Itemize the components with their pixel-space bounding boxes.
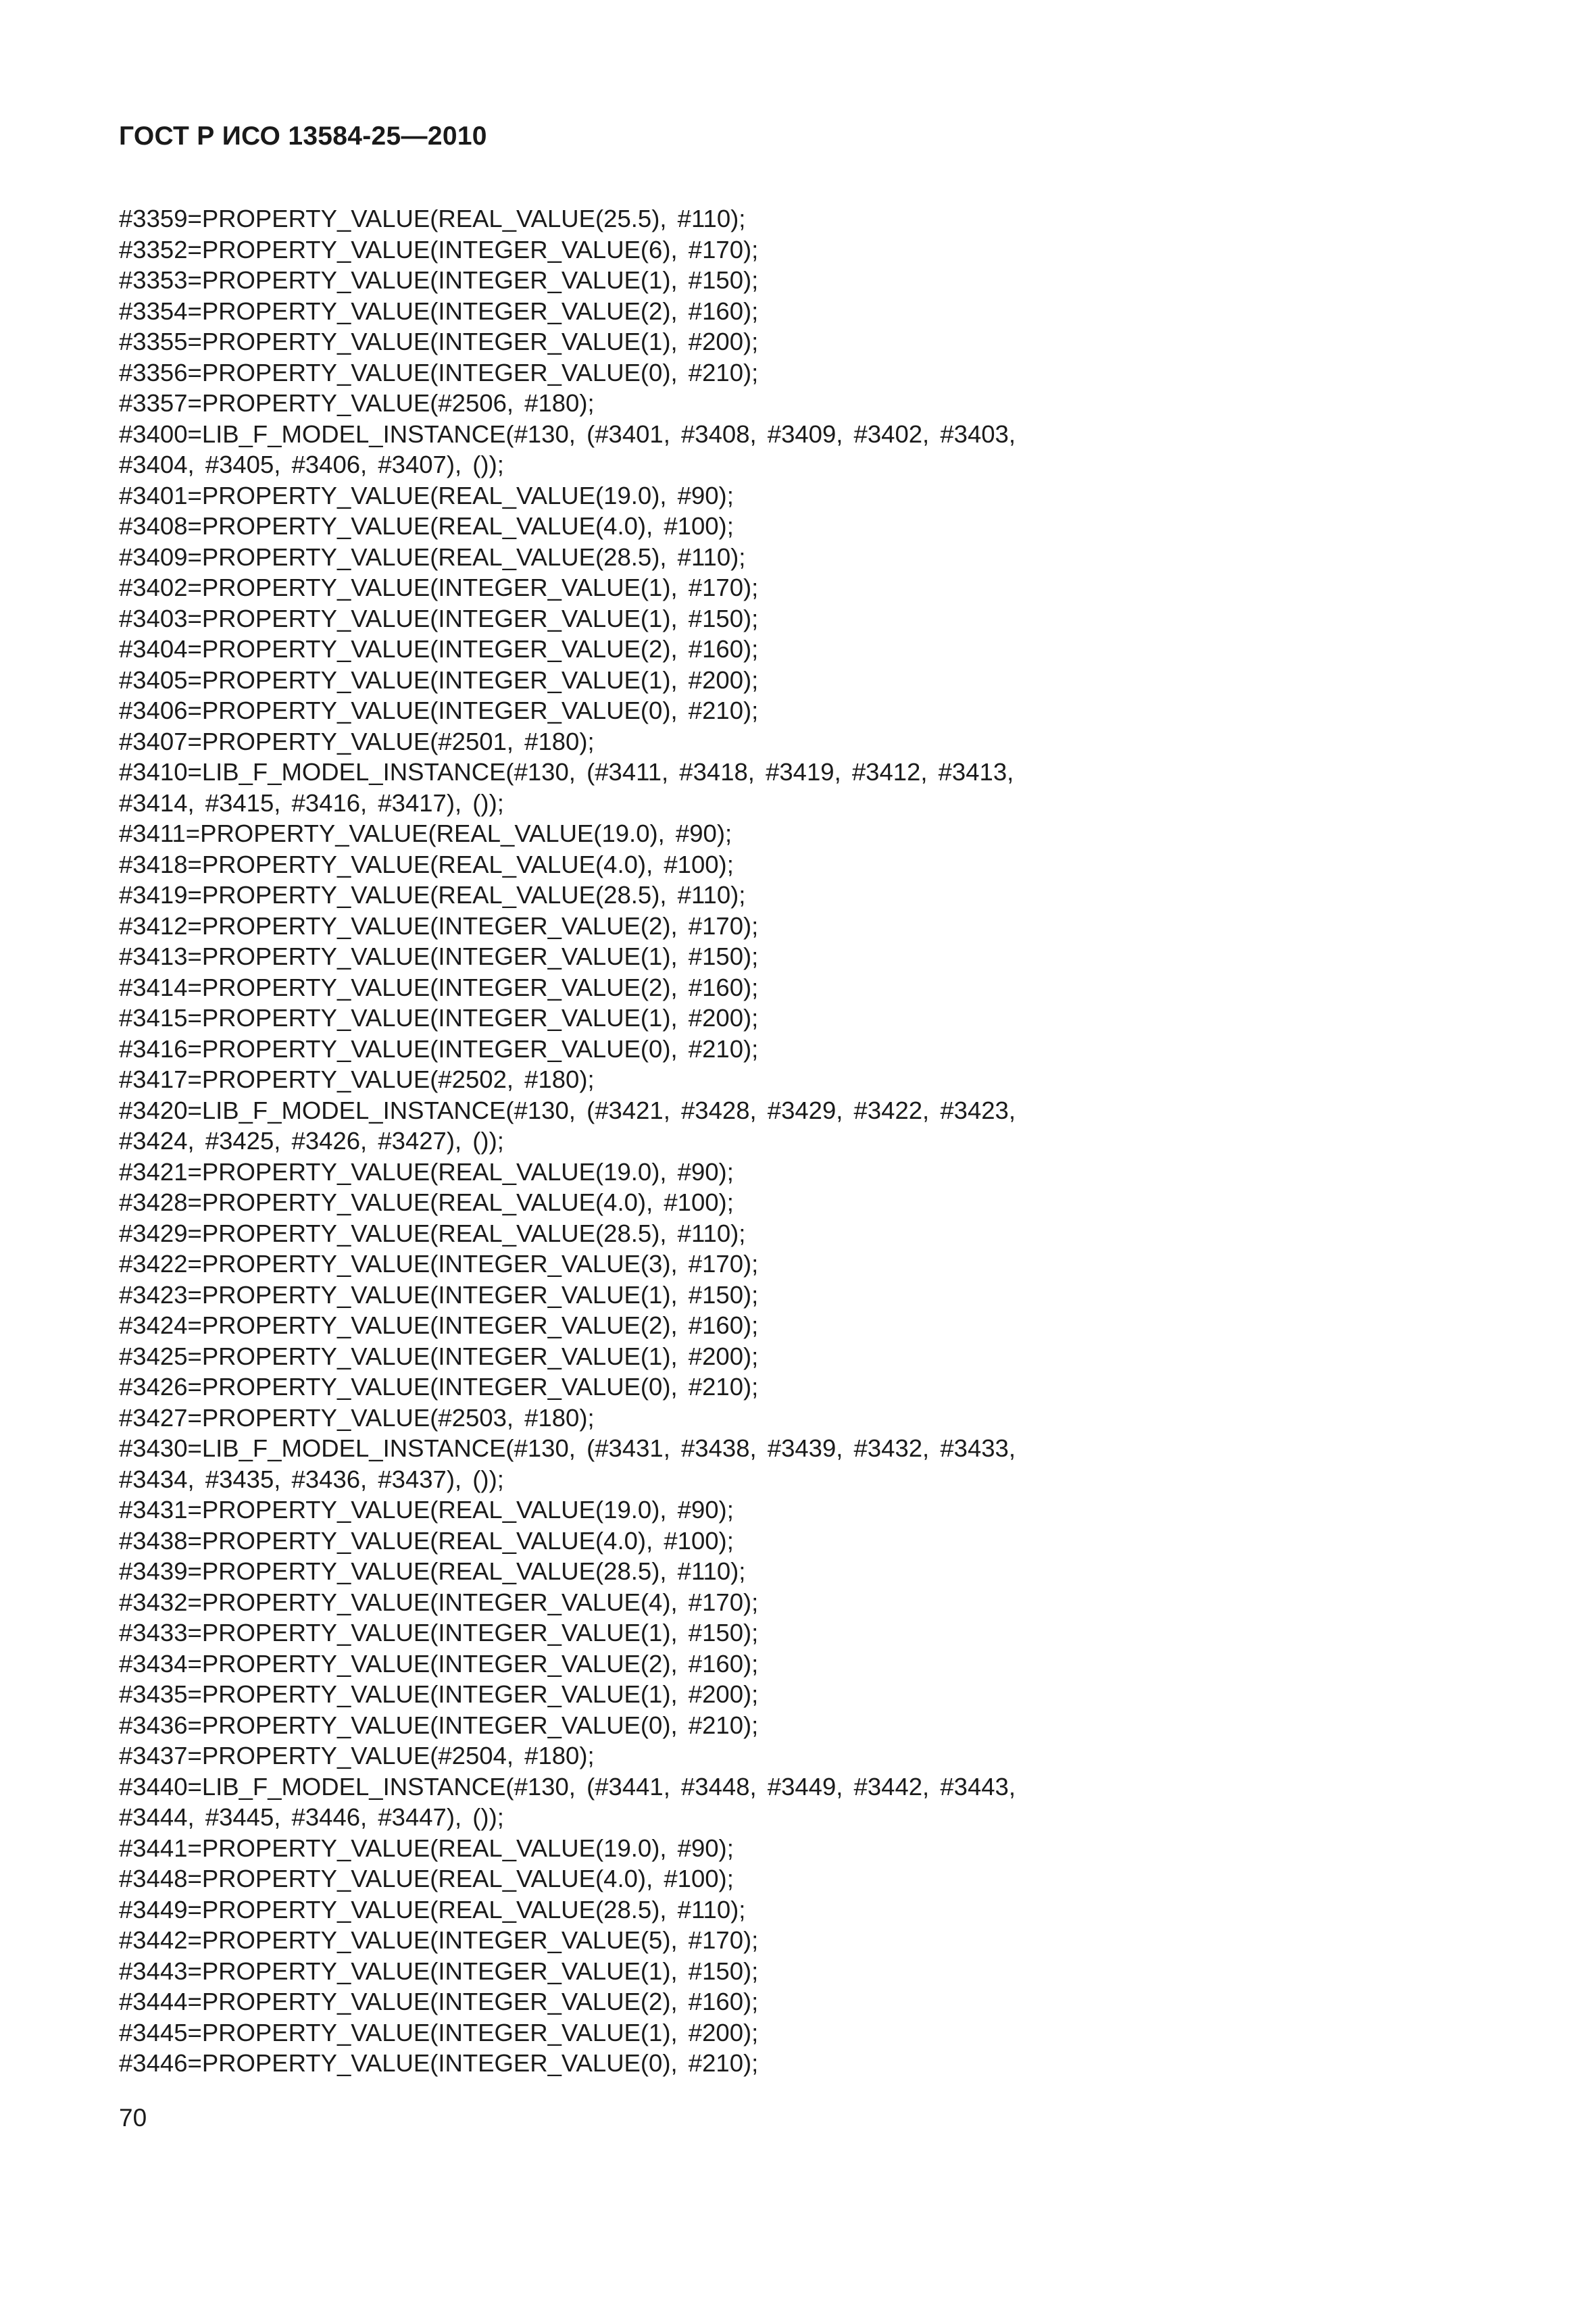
page-number: 70: [119, 2104, 147, 2132]
code-line: #3414=PROPERTY_VALUE(INTEGER_VALUE(2), #160);: [119, 973, 759, 1001]
code-line: #3424=PROPERTY_VALUE(INTEGER_VALUE(2), #160);: [119, 1311, 759, 1339]
code-line: #3404, #3405, #3406, #3407), ());: [119, 451, 504, 478]
code-line: #3435=PROPERTY_VALUE(INTEGER_VALUE(1), #200);: [119, 1680, 759, 1708]
code-line: #3429=PROPERTY_VALUE(REAL_VALUE(28.5), #110);: [119, 1219, 746, 1247]
code-line: #3430=LIB_F_MODEL_INSTANCE(#130, (#3431, #3438, #3439, #3432, #3433,: [119, 1434, 1016, 1462]
code-line: #3449=PROPERTY_VALUE(REAL_VALUE(28.5), #110);: [119, 1895, 746, 1923]
code-line: #3356=PROPERTY_VALUE(INTEGER_VALUE(0), #210);: [119, 358, 759, 386]
code-line: #3426=PROPERTY_VALUE(INTEGER_VALUE(0), #210);: [119, 1373, 759, 1401]
code-line: #3443=PROPERTY_VALUE(INTEGER_VALUE(1), #150);: [119, 1957, 759, 1985]
code-line: #3417=PROPERTY_VALUE(#2502, #180);: [119, 1065, 595, 1093]
code-line: #3352=PROPERTY_VALUE(INTEGER_VALUE(6), #170);: [119, 235, 759, 263]
code-line: #3410=LIB_F_MODEL_INSTANCE(#130, (#3411, #3418, #3419, #3412, #3413,: [119, 758, 1014, 786]
code-line: #3446=PROPERTY_VALUE(INTEGER_VALUE(0), #210);: [119, 2049, 759, 2077]
code-line: #3406=PROPERTY_VALUE(INTEGER_VALUE(0), #210);: [119, 697, 759, 724]
code-line: #3401=PROPERTY_VALUE(REAL_VALUE(19.0), #90);: [119, 481, 734, 509]
code-line: #3359=PROPERTY_VALUE(REAL_VALUE(25.5), #110);: [119, 205, 746, 232]
code-line: #3444=PROPERTY_VALUE(INTEGER_VALUE(2), #160);: [119, 1988, 759, 2015]
code-line: #3420=LIB_F_MODEL_INSTANCE(#130, (#3421, #3428, #3429, #3422, #3423,: [119, 1096, 1016, 1124]
code-line: #3424, #3425, #3426, #3427), ());: [119, 1127, 504, 1155]
code-line: #3448=PROPERTY_VALUE(REAL_VALUE(4.0), #100);: [119, 1865, 734, 1892]
code-line: #3418=PROPERTY_VALUE(REAL_VALUE(4.0), #100);: [119, 850, 734, 878]
code-line: #3442=PROPERTY_VALUE(INTEGER_VALUE(5), #170);: [119, 1926, 759, 1954]
code-line: #3408=PROPERTY_VALUE(REAL_VALUE(4.0), #100);: [119, 512, 734, 540]
code-line: #3415=PROPERTY_VALUE(INTEGER_VALUE(1), #200);: [119, 1004, 759, 1032]
code-line: #3422=PROPERTY_VALUE(INTEGER_VALUE(3), #170);: [119, 1250, 759, 1278]
code-line: #3400=LIB_F_MODEL_INSTANCE(#130, (#3401, #3408, #3409, #3402, #3403,: [119, 420, 1016, 448]
code-line: #3441=PROPERTY_VALUE(REAL_VALUE(19.0), #90);: [119, 1834, 734, 1862]
code-line: #3402=PROPERTY_VALUE(INTEGER_VALUE(1), #170);: [119, 574, 759, 601]
code-line: #3445=PROPERTY_VALUE(INTEGER_VALUE(1), #200);: [119, 2018, 759, 2046]
code-line: #3354=PROPERTY_VALUE(INTEGER_VALUE(2), #160);: [119, 297, 759, 325]
code-line: #3413=PROPERTY_VALUE(INTEGER_VALUE(1), #150);: [119, 942, 759, 970]
code-line: #3427=PROPERTY_VALUE(#2503, #180);: [119, 1403, 595, 1432]
document-header-title: ГОСТ Р ИСО 13584-25—2010: [119, 122, 487, 151]
code-line: #3444, #3445, #3446, #3447), ());: [119, 1803, 504, 1831]
code-line: #3405=PROPERTY_VALUE(INTEGER_VALUE(1), #200);: [119, 665, 759, 694]
code-line: #3428=PROPERTY_VALUE(REAL_VALUE(4.0), #100);: [119, 1188, 734, 1216]
code-line: #3412=PROPERTY_VALUE(INTEGER_VALUE(2), #170);: [119, 911, 759, 940]
code-line: #3425=PROPERTY_VALUE(INTEGER_VALUE(1), #200);: [119, 1342, 759, 1370]
code-line: #3438=PROPERTY_VALUE(REAL_VALUE(4.0), #100);: [119, 1526, 734, 1555]
code-line: #3423=PROPERTY_VALUE(INTEGER_VALUE(1), #150);: [119, 1280, 759, 1309]
code-line: #3411=PROPERTY_VALUE(REAL_VALUE(19.0), #90);: [119, 820, 732, 847]
code-line: #3434, #3435, #3436, #3437), ());: [119, 1465, 504, 1493]
code-line: #3355=PROPERTY_VALUE(INTEGER_VALUE(1), #200);: [119, 328, 759, 355]
code-line: #3419=PROPERTY_VALUE(REAL_VALUE(28.5), #110);: [119, 881, 746, 909]
code-line: #3433=PROPERTY_VALUE(INTEGER_VALUE(1), #150);: [119, 1619, 759, 1646]
code-line: #3407=PROPERTY_VALUE(#2501, #180);: [119, 727, 595, 755]
code-line: #3421=PROPERTY_VALUE(REAL_VALUE(19.0), #90);: [119, 1157, 734, 1186]
code-line: #3404=PROPERTY_VALUE(INTEGER_VALUE(2), #160);: [119, 635, 759, 663]
code-line: #3431=PROPERTY_VALUE(REAL_VALUE(19.0), #90);: [119, 1496, 734, 1524]
code-line: #3436=PROPERTY_VALUE(INTEGER_VALUE(0), #210);: [119, 1711, 759, 1739]
code-line: #3357=PROPERTY_VALUE(#2506, #180);: [119, 389, 595, 417]
code-listing: [119, 203, 1016, 2079]
code-line: #3440=LIB_F_MODEL_INSTANCE(#130, (#3441, #3448, #3449, #3442, #3443,: [119, 1772, 1016, 1801]
code-line: #3439=PROPERTY_VALUE(REAL_VALUE(28.5), #110);: [119, 1557, 746, 1585]
code-line: #3353=PROPERTY_VALUE(INTEGER_VALUE(1), #150);: [119, 266, 759, 294]
code-line: #3414, #3415, #3416, #3417), ());: [119, 788, 504, 817]
code-line: #3403=PROPERTY_VALUE(INTEGER_VALUE(1), #150);: [119, 604, 759, 632]
code-line: #3416=PROPERTY_VALUE(INTEGER_VALUE(0), #210);: [119, 1034, 759, 1063]
code-line: #3434=PROPERTY_VALUE(INTEGER_VALUE(2), #160);: [119, 1649, 759, 1678]
code-line: #3409=PROPERTY_VALUE(REAL_VALUE(28.5), #110);: [119, 543, 746, 571]
code-line: #3437=PROPERTY_VALUE(#2504, #180);: [119, 1742, 595, 1769]
code-line: #3432=PROPERTY_VALUE(INTEGER_VALUE(4), #170);: [119, 1588, 759, 1616]
